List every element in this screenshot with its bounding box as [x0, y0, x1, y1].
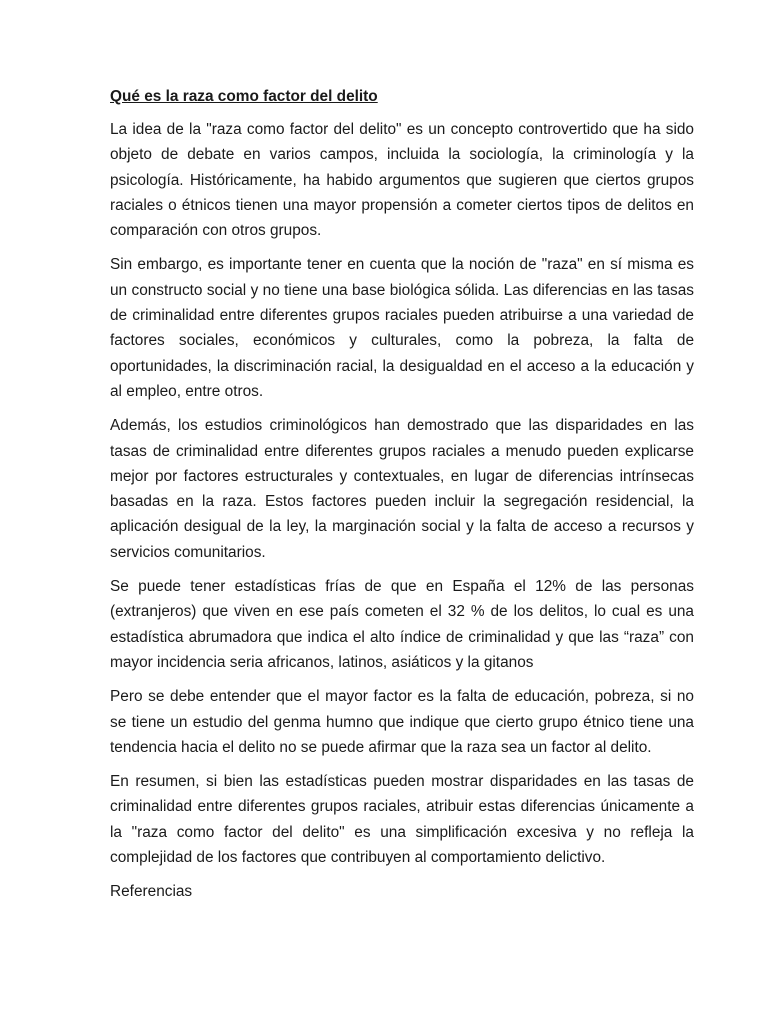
document-body: [110, 84, 694, 905]
references-heading: Referencias: [110, 883, 193, 901]
paragraph-2: Sin embargo, es importante tener en cuenta que la noción de "raza" en sí misma es un constructo social y no tiene una base biológica sólida. Las diferencias en las tasas de criminalidad entre diferentes grupos raciales pueden atribuirse a una variedad de factores sociales, económicos y culturales, como la pobreza, la falta de oportunidades, la discriminación racial, la desigualdad en el acceso a la educación y al empleo, entre otros.: [110, 256, 694, 400]
paragraph-5: Pero se debe entender que el mayor factor es la falta de educación, pobreza, si no se tiene un estudio del genma humno que indique que cierto grupo étnico tiene una tendencia hacia el delito no se puede afirmar que la raza sea un factor al delito.: [110, 688, 694, 756]
document-title: Qué es la raza como factor del delito: [110, 88, 378, 105]
paragraph-6: En resumen, si bien las estadísticas pueden mostrar disparidades en las tasas de criminalidad entre diferentes grupos raciales, atribuir estas diferencias únicamente a la "raza como factor del delito" es una simplificación excesiva y no refleja la complejidad de los factores que contribuyen al comportamiento delictivo.: [110, 773, 694, 867]
paragraph-1: La idea de la "raza como factor del delito" es un concepto controvertido que ha sido objeto de debate en varios campos, incluida la sociología, la criminología y la psicología. Históricamente, ha habido argumentos que sugieren que ciertos grupos raciales o étnicos tienen una mayor propensión a cometer ciertos tipos de delitos en comparación con otros grupos.: [110, 121, 694, 240]
paragraph-4: Se puede tener estadísticas frías de que en España el 12% de las personas (extranjeros) que viven en ese país cometen el 32 % de los delitos, lo cual es una estadística abrumadora que indica el alto índice de criminalidad y que las “raza” con mayor incidencia seria africanos, latinos, asiáticos y la gitanos: [110, 578, 694, 671]
paragraph-3: Además, los estudios criminológicos han demostrado que las disparidades en las tasas de criminalidad entre diferentes grupos raciales a menudo pueden explicarse mejor por factores estructurales y contextuales, en lugar de diferencias intrínsecas basadas en la raza. Estos factores pueden incluir la segregación residencial, la aplicación desigual de la ley, la marginación social y la falta de acceso a recursos y servicios comunitarios.: [110, 417, 694, 561]
